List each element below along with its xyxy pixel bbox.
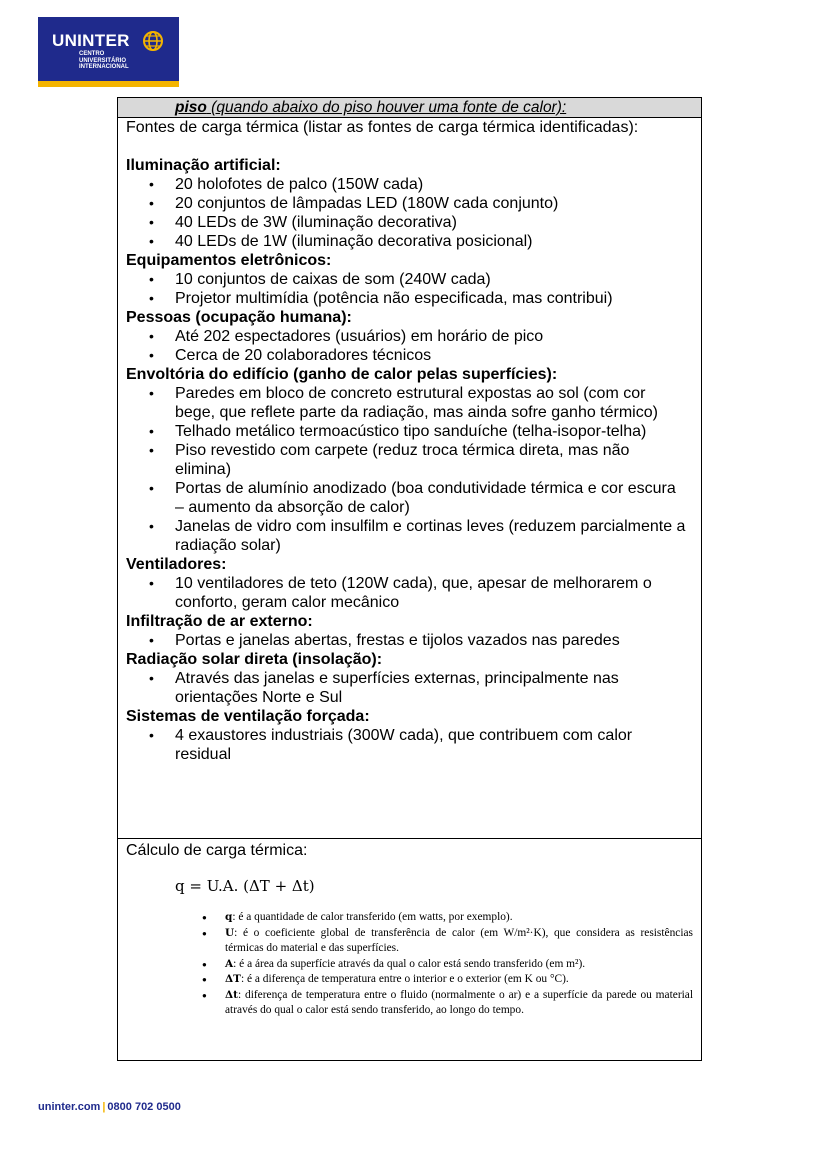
list-item: • Paredes em bloco de concreto estrutural expostas ao sol (com cor bege, que reflete parte da radiação, mas ainda sofre ganho térmico) [126, 384, 693, 422]
list-item: • 10 ventiladores de teto (120W cada), que, apesar de melhorarem o conforto, geram calor mecânico [126, 574, 693, 612]
section-list [126, 726, 693, 764]
calculation-cell [118, 839, 701, 1061]
logo-subtitle: CENTRO UNIVERSITÁRIO INTERNACIONAL [79, 51, 129, 71]
list-item: • Através das janelas e superfícies externas, principalmente nas orientações Norte e Sul [126, 669, 693, 707]
definition-item [126, 972, 693, 988]
uninter-logo [38, 17, 179, 87]
section-title: Pessoas (ocupação humana): [126, 309, 352, 326]
section-list [126, 384, 693, 555]
section-list [126, 175, 693, 251]
definition-item [126, 926, 693, 957]
logo-stripe [38, 81, 179, 87]
variable-definitions [126, 910, 693, 1019]
footer-site[interactable]: uninter.com [38, 1101, 101, 1113]
section-title: Ventiladores: [126, 556, 227, 573]
footer-separator: | [102, 1101, 106, 1113]
sources-sections [126, 156, 693, 764]
definition-text: : é a área da superfície através da qual o calor está sendo transferido (em m²). [233, 957, 586, 970]
list-item: • Telhado metálico termoacústico tipo sanduíche (telha-isopor-telha) [126, 422, 693, 441]
heat-sources-cell [118, 118, 701, 839]
list-item: • 40 LEDs de 3W (iluminação decorativa) [126, 213, 693, 232]
list-item: • Projetor multimídia (potência não especificada, mas contribui) [126, 289, 693, 308]
section-list [126, 270, 693, 308]
section-list [126, 669, 693, 707]
list-item: • Até 202 espectadores (usuários) em horário de pico [126, 327, 693, 346]
footer [38, 1101, 181, 1113]
sources-intro: Fontes de carga térmica (listar as fontes de carga térmica identificadas): [126, 119, 639, 136]
definition-item [126, 957, 693, 973]
definition-text: : é a quantidade de calor transferido (em watts, por exemplo). [232, 911, 513, 923]
definition-symbol: U [225, 926, 235, 939]
section-title: Radiação solar direta (insolação): [126, 651, 383, 668]
list-item: • 10 conjuntos de caixas de som (240W cada) [126, 270, 693, 289]
list-item: • Janelas de vidro com insulfilm e cortinas leves (reduzem parcialmente a radiação solar) [126, 517, 693, 555]
list-item: • Portas e janelas abertas, frestas e tijolos vazados nas paredes [126, 631, 693, 650]
definition-symbol: Δt [225, 988, 238, 1001]
logo-brand: UNINTER [52, 31, 130, 50]
list-item: • 4 exaustores industriais (300W cada), que contribuem com calor residual [126, 726, 693, 764]
content-table [117, 97, 702, 1061]
header-bold-word: piso [175, 99, 207, 116]
definition-text: : diferença de temperatura entre o fluido (normalmente o ar) e a superfície da parede ou material através do qual o calor está sendo transferido, ao longo do tempo. [225, 988, 693, 1016]
section-title: Sistemas de ventilação forçada: [126, 708, 370, 725]
definition-item [126, 910, 693, 926]
list-item: • Cerca de 20 colaboradores técnicos [126, 346, 693, 365]
footer-phone: 0800 702 0500 [107, 1101, 181, 1113]
definition-text: : é o coeficiente global de transferência de calor (em W/m²·K), que considera as resistências térmicas do material e das superfícies. [225, 926, 693, 954]
header-rest: (quando abaixo do piso houver uma fonte de calor): [206, 99, 567, 116]
globe-icon [141, 29, 165, 53]
definition-item [126, 988, 693, 1019]
section-title: Infiltração de ar externo: [126, 613, 313, 630]
header-row [118, 98, 701, 118]
list-item: • 20 conjuntos de lâmpadas LED (180W cada conjunto) [126, 194, 693, 213]
definition-text: : é a diferença de temperatura entre o interior e o exterior (em K ou °C). [240, 973, 569, 985]
section-list [126, 327, 693, 365]
list-item: • Portas de alumínio anodizado (boa condutividade térmica e cor escura – aumento da absorção de calor) [126, 479, 693, 517]
section-title: Iluminação artificial: [126, 157, 281, 174]
section-title: Equipamentos eletrônicos: [126, 252, 332, 269]
list-item: • Piso revestido com carpete (reduz troca térmica direta, mas não elimina) [126, 441, 693, 479]
definition-symbol: ΔT [225, 973, 241, 985]
section-list [126, 631, 693, 650]
section-list [126, 574, 693, 612]
list-item: • 40 LEDs de 1W (iluminação decorativa posicional) [126, 232, 693, 251]
definition-symbol: A [225, 957, 234, 970]
calc-title: Cálculo de carga térmica: [126, 842, 308, 859]
list-item: • 20 holofotes de palco (150W cada) [126, 175, 693, 194]
section-title: Envoltória do edifício (ganho de calor pelas superfícies): [126, 366, 558, 383]
heat-formula: q = U.A. (ΔT + Δt) [175, 877, 315, 895]
definition-symbol: q [225, 911, 233, 923]
